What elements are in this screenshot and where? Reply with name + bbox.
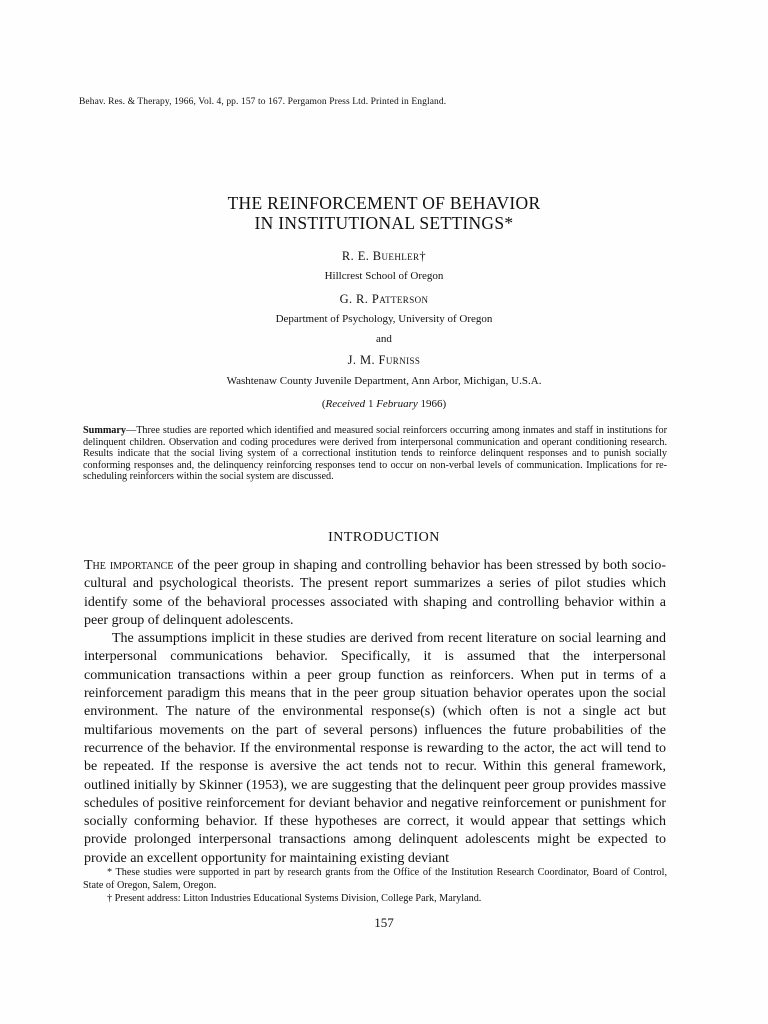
author-name: R. E. Buehler†	[341, 249, 427, 263]
summary-abstract	[83, 425, 667, 483]
paragraph: The importance of the peer group in shaping and controlling behavior has been stressed by both socio-cultural and psychological theorists. The present report summarizes a series of pilot studies which identify some of the behavioral processes associated with shaping and controlling behavior within a peer group of delinquent adolescents.	[84, 558, 666, 628]
summary-text: —Three studies are reported which identified and measured social reinforcers occurring among inmates and staff in institutions for delinquent children. Observation and coding procedures were derived from interpersonal communication and operant conditioning research. Results indicate that the social living system of a correctional institution tends to reinforce delinquent responses and to punish socially conforming responses and, the delinquency reinforcing responses tend to occur on non-verbal levels of communication. Implications for re-scheduling reinforcers within the social system are discussed.	[83, 425, 667, 483]
footnotes	[83, 867, 667, 905]
paragraph-lead-in: The importance	[84, 558, 174, 573]
article-title-line-1: THE REINFORCEMENT OF BEHAVIOR	[227, 193, 541, 213]
page-number: 157	[374, 915, 394, 930]
article-title-line-2: IN INSTITUTIONAL SETTINGS*	[254, 213, 514, 233]
author-affiliation: Washtenaw County Juvenile Department, Ann Arbor, Michigan, U.S.A.	[226, 375, 542, 387]
footnote: † Present address: Litton Industries Educational Systems Division, College Park, Maryland.	[107, 892, 482, 904]
author-conjunction: and	[376, 333, 392, 345]
body-text	[84, 557, 666, 868]
running-head: Behav. Res. & Therapy, 1966, Vol. 4, pp. 157 to 167. Pergamon Press Ltd. Printed in England.	[79, 97, 447, 107]
received-date: (Received 1 February 1966)	[321, 398, 447, 410]
summary-label: Summary	[83, 425, 127, 436]
author-name: J. M. Furniss	[347, 353, 421, 367]
author-affiliation: Department of Psychology, University of Oregon	[275, 313, 493, 325]
author-affiliation: Hillcrest School of Oregon	[324, 270, 444, 282]
section-heading: INTRODUCTION	[328, 530, 440, 545]
author-name: G. R. Patterson	[339, 292, 429, 306]
paragraph: The assumptions implicit in these studies are derived from recent literature on social learning and interpersonal communications behavior. Specifically, it is assumed that the interpersonal communication transactions within a peer group function as reinforcers. When put in terms of a reinforcement paradigm this means that in the peer group situation behavior operates upon the social environment. The nature of the environmental response(s) (which often is not a single act but multifarious movements on the part of several persons) influences the future probabilities of the recurrence of the behavior. If the environmental response is rewarding to the actor, the act will tend to be repeated. If the response is aversive the act tends not to recur. Within this general framework, outlined initially by Skinner (1953), we are suggesting that the delinquent peer group provides massive schedules of positive reinforcement for deviant behavior and negative reinforcement or punishment for socially conforming behavior. If these hypotheses are correct, it would appear that settings which provide prolonged interpersonal transactions among delinquent adolescents might be expected to provide an excellent opportunity for maintaining existing deviant	[84, 631, 666, 866]
footnote: * These studies were supported in part by research grants from the Office of the Institution Research Coordinator, Board of Control, State of Oregon, Salem, Oregon.	[83, 867, 667, 891]
